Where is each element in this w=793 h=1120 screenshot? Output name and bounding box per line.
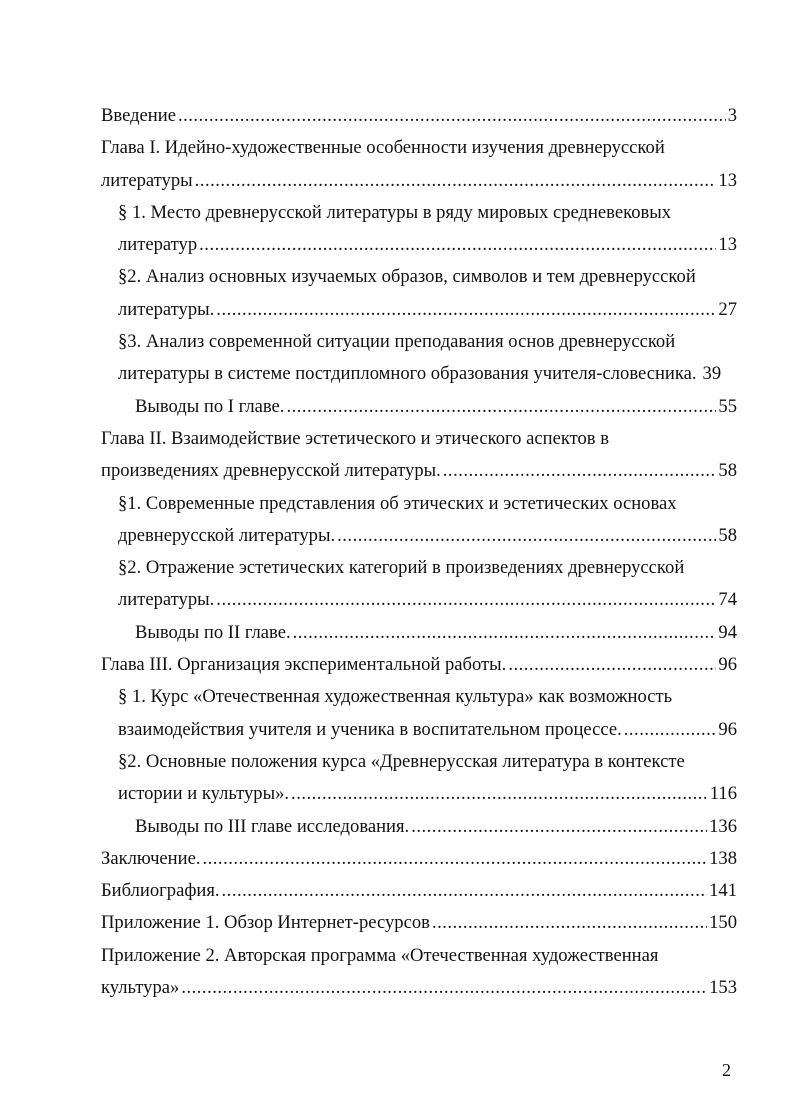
toc-entry-ch2-section-2-cont: литературы. ..... 74	[101, 584, 737, 616]
dot-leader	[202, 843, 707, 875]
toc-entry-chapter-2: Глава II. Взаимодействие эстетического и этического аспектов в	[101, 427, 610, 449]
dot-leader	[216, 584, 716, 616]
toc-entry-ch1-section-2-cont: литературы. ..... 27	[101, 294, 737, 326]
toc-entry-ch3-section-1-cont: взаимодействия учителя и ученика в воспитательном процессе. ..... 96	[101, 714, 737, 746]
toc-entry-appendix-2: Приложение 2. Авторская программа «Отечественная художественная	[101, 944, 659, 966]
toc-entry-ch1-section-1: § 1. Место древнерусской литературы в ряду мировых средневековых	[118, 201, 672, 223]
dot-leader	[624, 714, 717, 746]
toc-entry-conclusion: Заключение. ..... 138	[101, 843, 737, 875]
dot-leader	[216, 294, 716, 326]
toc-entry-ch1-section-3: §3. Анализ современной ситуации преподавания основ древнерусской	[118, 331, 676, 353]
toc-entry-ch2-section-1: §1. Современные представления об этических и эстетических основах	[118, 492, 677, 514]
toc-page-number: 58	[718, 524, 737, 546]
toc-page-number: 150	[709, 912, 737, 934]
dot-leader	[293, 617, 717, 649]
toc-page-number: 27	[718, 298, 737, 320]
toc-entry-appendix-1: Приложение 1. Обзор Интернет-ресурсов ..... 150	[101, 907, 737, 939]
page-number: 2	[722, 1060, 731, 1080]
toc-page-number: 13	[718, 169, 737, 191]
toc-page-number: 94	[718, 621, 737, 643]
toc-page-number: 96	[718, 718, 737, 740]
toc-entry-ch1-conclusions: Выводы по I главе. ..... 55	[101, 391, 737, 423]
dot-leader	[411, 811, 707, 843]
toc-page-number: 3	[727, 105, 737, 126]
toc-page-number: 138	[709, 847, 737, 869]
dot-leader	[337, 520, 716, 552]
dot-leader	[181, 972, 707, 1004]
dot-leader	[291, 778, 708, 810]
toc-entry-ch1-section-3-cont: литературы в системе постдипломного образования учителя-словесника. 39	[101, 358, 737, 390]
toc-page-number: 58	[718, 460, 737, 482]
toc-entry-appendix-2-cont: культура» ..... 153	[101, 972, 737, 1004]
toc-entry-ch3-section-1: § 1. Курс «Отечественная художественная культура» как возможность	[118, 686, 673, 708]
table-of-contents	[101, 100, 737, 1004]
toc-page-number: 141	[709, 880, 737, 902]
toc-page-number: 39	[702, 363, 722, 385]
toc-page-number: 116	[709, 783, 737, 805]
toc-entry-ch2-section-2: §2. Отражение эстетических категорий в произведениях древнерусской	[118, 557, 685, 579]
dot-leader	[443, 455, 717, 487]
toc-entry-ch1-section-2: §2. Анализ основных изучаемых образов, символов и тем древнерусской	[118, 266, 696, 288]
toc-entry-chapter-1-cont: литературы ..... 13	[101, 165, 737, 197]
toc-entry-ch1-section-1-cont: литератур ..... 13	[101, 229, 737, 261]
dot-leader	[286, 391, 716, 423]
toc-page-number: 74	[718, 589, 737, 611]
dot-leader	[195, 165, 717, 197]
toc-entry-ch2-section-1-cont: древнерусской литературы. ..... 58	[101, 520, 737, 552]
dot-leader	[199, 229, 716, 261]
toc-page-number: 136	[709, 815, 737, 837]
toc-page-number: 55	[718, 395, 737, 417]
toc-entry-chapter-3: Глава III. Организация экспериментальной работы. ..... 96	[101, 649, 737, 681]
toc-entry-ch3-conclusions: Выводы по III главе исследования. ..... 136	[101, 811, 737, 843]
dot-leader	[178, 100, 726, 132]
toc-page-number: 153	[709, 977, 737, 999]
toc-entry-chapter-2-cont: произведениях древнерусской литературы. ..... 58	[101, 455, 737, 487]
toc-page-number: 96	[718, 654, 737, 676]
toc-entry-chapter-1: Глава I. Идейно-художественные особенности изучения древнерусской	[101, 137, 665, 159]
toc-entry-ch3-section-2-cont: истории и культуры». ..... 116	[101, 778, 737, 810]
dot-leader	[432, 907, 707, 939]
toc-entry-ch3-section-2: §2. Основные положения курса «Древнерусская литература в контексте	[118, 750, 685, 772]
toc-entry-bibliography: Библиография. ..... 141	[101, 875, 737, 907]
toc-entry-introduction: Введение ..... 3	[101, 100, 737, 132]
toc-page-number: 13	[718, 234, 737, 256]
dot-leader	[508, 649, 716, 681]
dot-leader	[222, 875, 708, 907]
toc-entry-ch2-conclusions: Выводы по II главе. ..... 94	[101, 617, 737, 649]
